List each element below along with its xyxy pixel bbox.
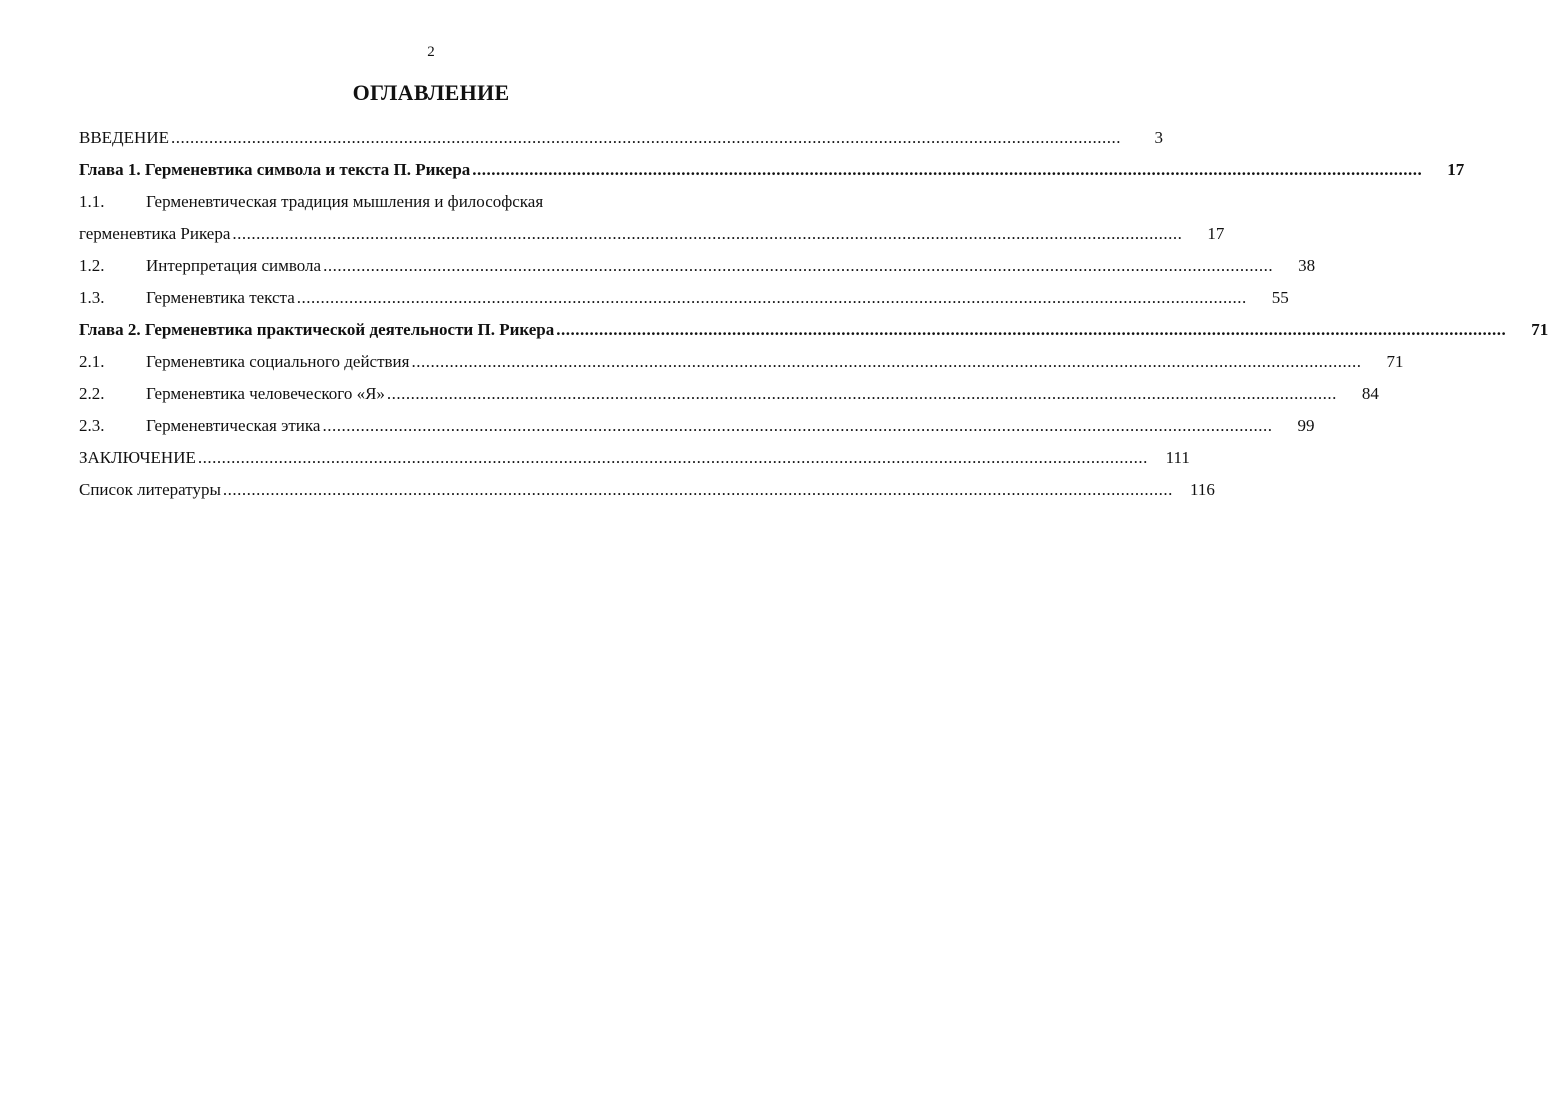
toc-entry-page: 111	[1165, 448, 1190, 467]
toc-entry-page: 116	[1190, 480, 1215, 499]
toc-entry-number: 1.2.	[79, 256, 105, 275]
toc-entry-number: 2.3.	[79, 416, 105, 435]
toc-entry-title: герменевтика Рикера	[79, 224, 231, 243]
toc-entry-title: Герменевтика социального действия	[146, 352, 410, 371]
toc-entry-title: Глава 2. Герменевтика практической деятельности П. Рикера	[79, 320, 555, 339]
toc-leader-dots: ........................................................................................................................................................................................................	[232, 224, 1183, 243]
toc-entry-number: 2.1.	[79, 352, 105, 371]
toc-leader-dots: ........................................................................................................................................................................................................	[170, 128, 1121, 147]
toc-leader-dots: ........................................................................................................................................................................................................	[411, 352, 1362, 371]
toc-entry-page: 17	[1207, 224, 1225, 243]
toc-entry-page: 3	[1154, 128, 1163, 147]
toc-entry-page: 17	[1447, 160, 1465, 179]
toc-leader-dots: ........................................................................................................................................................................................................	[323, 256, 1274, 275]
toc-entry-title: ВВЕДЕНИЕ	[79, 128, 169, 147]
toc-entry[interactable]	[79, 474, 1215, 506]
toc-leader-dots: ........................................................................................................................................................................................................	[472, 160, 1423, 179]
toc-title: ОГЛАВЛЕНИЕ	[352, 80, 510, 105]
toc-entry[interactable]	[79, 186, 717, 218]
toc-entry[interactable]	[79, 314, 1548, 346]
toc-entry-title: Герменевтическая этика	[146, 416, 321, 435]
toc-entry[interactable]	[79, 122, 1163, 154]
toc-entry[interactable]	[79, 346, 1404, 378]
toc-entry-title: Герменевтическая традиция мышления и философская	[146, 192, 544, 211]
toc-entry-number: 2.2.	[79, 384, 105, 403]
toc-leader-dots: ........................................................................................................................................................................................................	[556, 320, 1507, 339]
toc-entry-title: Герменевтика текста	[146, 288, 295, 307]
table-of-contents	[79, 122, 1548, 506]
toc-entry-page: 55	[1271, 288, 1289, 307]
toc-entry-number: 1.1.	[79, 192, 105, 211]
toc-leader-dots: ........................................................................................................................................................................................................	[386, 384, 1337, 403]
toc-entry-page: 38	[1298, 256, 1316, 275]
toc-entry-page: 84	[1361, 384, 1379, 403]
toc-entry-title: Интерпретация символа	[146, 256, 322, 275]
toc-entry-title: Герменевтика человеческого «Я»	[146, 384, 385, 403]
toc-entry-title: ЗАКЛЮЧЕНИЕ	[79, 448, 196, 467]
toc-entry[interactable]	[79, 282, 1289, 314]
toc-entry-page: 99	[1297, 416, 1315, 435]
toc-entry-title: Глава 1. Герменевтика символа и текста П. Рикера	[79, 160, 471, 179]
toc-entry[interactable]	[79, 442, 1190, 474]
toc-leader-dots: ........................................................................................................................................................................................................	[322, 416, 1273, 435]
toc-entry-title: Список литературы	[79, 480, 221, 499]
toc-entry[interactable]	[79, 218, 1225, 250]
toc-leader-dots: ........................................................................................................................................................................................................	[222, 480, 1173, 499]
toc-entry[interactable]	[79, 378, 1379, 410]
page-number: 2	[427, 44, 435, 60]
toc-leader-dots: ........................................................................................................................................................................................................	[197, 448, 1148, 467]
toc-entry-page: 71	[1531, 320, 1548, 339]
toc-entry[interactable]	[79, 410, 1315, 442]
toc-entry-number: 1.3.	[79, 288, 105, 307]
toc-entry[interactable]	[79, 154, 1465, 186]
toc-entry-page: 71	[1386, 352, 1404, 371]
toc-leader-dots: ........................................................................................................................................................................................................	[296, 288, 1247, 307]
toc-entry[interactable]	[79, 250, 1316, 282]
